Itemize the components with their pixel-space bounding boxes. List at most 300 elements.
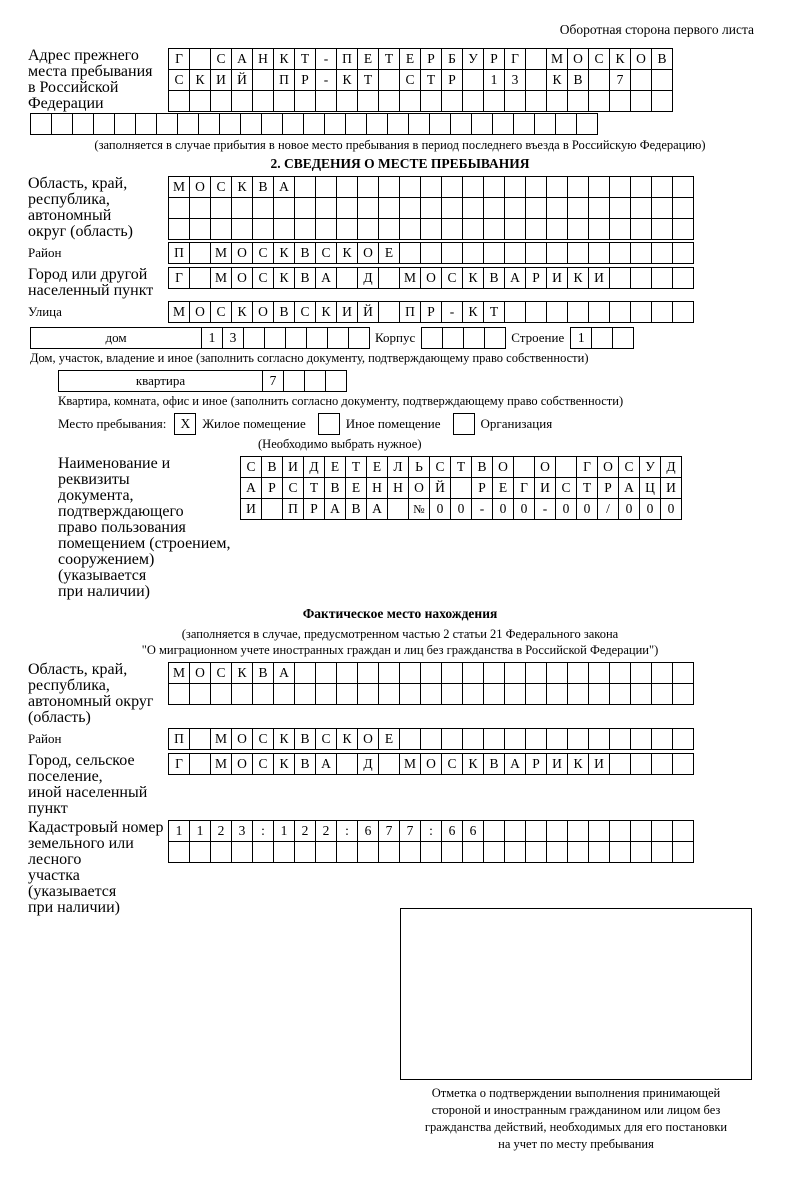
city-cell[interactable] [630,267,652,289]
actual-region-cell[interactable] [231,683,253,705]
region-cell[interactable] [546,176,568,198]
actual-district-cell[interactable]: К [273,728,295,750]
document-cell[interactable]: О [408,477,430,499]
region-cell[interactable] [378,218,400,240]
cadastral-cell[interactable] [294,841,316,863]
document-cell[interactable]: 0 [492,498,514,520]
cadastral-cell[interactable]: 1 [168,820,190,842]
district-cell[interactable] [609,242,631,264]
prev-address-cell[interactable] [513,113,535,135]
city-cell[interactable]: А [315,267,337,289]
prev-address-cell[interactable] [534,113,556,135]
prev-address-cell[interactable]: В [567,69,589,91]
actual-region-cell[interactable] [630,662,652,684]
cadastral-cell[interactable] [525,841,547,863]
prev-address-cell[interactable] [315,90,337,112]
document-cell[interactable]: О [492,456,514,478]
street-cell[interactable] [546,301,568,323]
cadastral-cell[interactable]: 2 [210,820,232,842]
prev-address-cell[interactable]: Г [168,48,190,70]
document-cell[interactable]: 0 [555,498,577,520]
actual-district-cell[interactable]: М [210,728,232,750]
korpus-cell[interactable] [463,327,485,349]
city-cell[interactable]: М [399,267,421,289]
document-cell[interactable] [450,477,472,499]
cadastral-cell[interactable] [273,841,295,863]
district-cell[interactable] [462,242,484,264]
actual-region-cell[interactable] [483,683,505,705]
city-cell[interactable]: К [273,267,295,289]
actual-district-cell[interactable] [651,728,673,750]
actual-city-cell[interactable] [651,753,673,775]
region-cell[interactable] [609,176,631,198]
street-cell[interactable] [588,301,610,323]
district-cell[interactable] [483,242,505,264]
cadastral-cell[interactable] [546,820,568,842]
document-cell[interactable]: Л [387,456,409,478]
prev-address-cell[interactable]: К [546,69,568,91]
cadastral-cell[interactable] [546,841,568,863]
actual-district-cell[interactable] [567,728,589,750]
district-cell[interactable] [504,242,526,264]
document-cell[interactable]: А [618,477,640,499]
document-cell[interactable]: Й [429,477,451,499]
prev-address-cell[interactable] [630,69,652,91]
city-cell[interactable]: О [420,267,442,289]
actual-region-cell[interactable] [441,683,463,705]
document-cell[interactable] [555,456,577,478]
actual-district-cell[interactable]: П [168,728,190,750]
district-cell[interactable] [525,242,547,264]
district-cell[interactable] [588,242,610,264]
document-cell[interactable]: - [534,498,556,520]
actual-city-cell[interactable]: И [588,753,610,775]
document-cell[interactable]: Н [366,477,388,499]
actual-district-cell[interactable] [609,728,631,750]
region-cell[interactable] [294,197,316,219]
city-cell[interactable]: В [483,267,505,289]
document-cell[interactable]: А [366,498,388,520]
district-cell[interactable] [420,242,442,264]
cadastral-cell[interactable] [378,841,400,863]
actual-region-cell[interactable]: О [189,662,211,684]
actual-region-cell[interactable] [420,683,442,705]
prev-address-cell[interactable] [525,48,547,70]
street-cell[interactable]: К [462,301,484,323]
region-cell[interactable] [630,218,652,240]
document-cell[interactable]: В [261,456,283,478]
prev-address-cell[interactable]: Е [399,48,421,70]
checkbox-zhiloe[interactable]: X [174,413,196,435]
actual-district-cell[interactable]: С [315,728,337,750]
region-cell[interactable] [609,197,631,219]
prev-address-cell[interactable] [525,69,547,91]
actual-city-cell[interactable]: С [441,753,463,775]
prev-address-cell[interactable] [219,113,241,135]
document-cell[interactable]: Д [303,456,325,478]
actual-city-cell[interactable] [630,753,652,775]
prev-address-cell[interactable]: Р [420,48,442,70]
actual-region-cell[interactable] [609,683,631,705]
city-cell[interactable] [189,267,211,289]
cadastral-cell[interactable]: 3 [231,820,253,842]
actual-region-cell[interactable] [336,662,358,684]
actual-region-cell[interactable] [315,662,337,684]
cadastral-cell[interactable] [441,841,463,863]
region-cell[interactable] [441,176,463,198]
cadastral-cell[interactable] [588,841,610,863]
region-cell[interactable] [399,197,421,219]
region-cell[interactable] [252,218,274,240]
region-cell[interactable] [672,197,694,219]
prev-address-cell[interactable]: Р [483,48,505,70]
prev-address-cell[interactable]: М [546,48,568,70]
actual-city-cell[interactable]: К [462,753,484,775]
actual-region-cell[interactable] [336,683,358,705]
street-cell[interactable]: В [273,301,295,323]
actual-region-cell[interactable] [651,683,673,705]
prev-address-cell[interactable] [168,90,190,112]
cadastral-cell[interactable] [504,841,526,863]
region-cell[interactable] [462,218,484,240]
actual-city-cell[interactable]: К [567,753,589,775]
actual-region-cell[interactable] [399,683,421,705]
actual-region-cell[interactable] [672,683,694,705]
region-cell[interactable] [189,197,211,219]
prev-address-cell[interactable] [483,90,505,112]
prev-address-cell[interactable] [609,90,631,112]
actual-region-cell[interactable] [210,683,232,705]
flat-cell[interactable] [283,370,305,392]
cadastral-cell[interactable]: 1 [273,820,295,842]
district-cell[interactable]: О [357,242,379,264]
prev-address-cell[interactable]: Е [357,48,379,70]
document-cell[interactable]: 0 [618,498,640,520]
region-cell[interactable] [525,218,547,240]
actual-region-cell[interactable] [168,683,190,705]
document-cell[interactable]: Е [492,477,514,499]
region-cell[interactable] [483,218,505,240]
document-cell[interactable]: Н [387,477,409,499]
previous-address-row-full[interactable] [30,113,772,135]
prev-address-cell[interactable]: С [168,69,190,91]
cadastral-cell[interactable]: : [252,820,274,842]
district-cell[interactable]: С [315,242,337,264]
district-cell[interactable] [546,242,568,264]
region-cell[interactable] [189,218,211,240]
city-cell[interactable]: М [210,267,232,289]
actual-region-cell[interactable]: А [273,662,295,684]
street-cell[interactable]: Й [357,301,379,323]
prev-address-cell[interactable]: П [273,69,295,91]
street-row[interactable] [168,301,693,323]
house-cell[interactable]: 3 [222,327,244,349]
actual-district-cell[interactable] [630,728,652,750]
actual-district-cell[interactable] [189,728,211,750]
cadastral-cell[interactable] [588,820,610,842]
actual-region-cell[interactable] [525,662,547,684]
street-cell[interactable] [630,301,652,323]
actual-region-cell[interactable] [420,662,442,684]
actual-city-cell[interactable]: О [231,753,253,775]
region-cell[interactable] [567,218,589,240]
actual-city-cell[interactable] [672,753,694,775]
prev-address-cell[interactable] [324,113,346,135]
prev-address-cell[interactable] [366,113,388,135]
stroenie-cell[interactable]: 1 [570,327,592,349]
cadastral-cell[interactable] [336,841,358,863]
prev-address-cell[interactable] [441,90,463,112]
street-cell[interactable]: П [399,301,421,323]
prev-address-cell[interactable] [399,90,421,112]
district-cell[interactable]: П [168,242,190,264]
actual-region-cell[interactable] [546,662,568,684]
street-cell[interactable]: Р [420,301,442,323]
actual-district-cell[interactable]: О [231,728,253,750]
cadastral-cell[interactable] [483,841,505,863]
actual-city-cell[interactable]: Р [525,753,547,775]
city-cell[interactable]: В [294,267,316,289]
prev-address-cell[interactable] [93,113,115,135]
region-cell[interactable] [252,197,274,219]
region-cell[interactable] [357,176,379,198]
document-cell[interactable]: Г [576,456,598,478]
cadastral-cell[interactable]: 6 [462,820,484,842]
document-cell[interactable]: Т [450,456,472,478]
prev-address-cell[interactable] [450,113,472,135]
actual-region-cell[interactable] [567,683,589,705]
cadastral-cell[interactable]: 2 [294,820,316,842]
cadastral-cell[interactable]: 6 [357,820,379,842]
region-cell[interactable] [651,197,673,219]
actual-region-cell[interactable] [651,662,673,684]
document-cell[interactable]: / [597,498,619,520]
district-cell[interactable]: К [273,242,295,264]
document-cell[interactable]: 0 [429,498,451,520]
prev-address-cell[interactable] [156,113,178,135]
cadastral-cell[interactable] [231,841,253,863]
region-cell[interactable] [483,176,505,198]
prev-address-cell[interactable]: С [210,48,232,70]
cadastral-cell[interactable] [672,820,694,842]
region-cell[interactable] [378,197,400,219]
city-cell[interactable]: И [588,267,610,289]
actual-district-cell[interactable]: Е [378,728,400,750]
cadastral-cell[interactable] [525,820,547,842]
prev-address-cell[interactable] [462,90,484,112]
prev-address-cell[interactable] [210,90,232,112]
region-cell[interactable] [210,197,232,219]
actual-region-row[interactable] [168,662,693,684]
checkbox-inoe[interactable] [318,413,340,435]
actual-region-cell[interactable] [378,683,400,705]
prev-address-cell[interactable]: Б [441,48,463,70]
prev-address-cell[interactable] [651,90,673,112]
region-cell[interactable] [630,176,652,198]
prev-address-cell[interactable]: У [462,48,484,70]
stamp-area[interactable] [400,908,752,1080]
actual-district-cell[interactable]: О [357,728,379,750]
house-cell[interactable]: 1 [201,327,223,349]
region-cell[interactable] [483,197,505,219]
house-cell[interactable] [285,327,307,349]
city-cell[interactable] [378,267,400,289]
cadastral-cell[interactable]: : [420,820,442,842]
prev-address-cell[interactable] [189,48,211,70]
region-cell[interactable] [588,176,610,198]
region-cell[interactable] [294,218,316,240]
prev-address-cell[interactable]: Р [441,69,463,91]
city-cell[interactable]: Г [168,267,190,289]
actual-city-row[interactable] [168,753,693,775]
prev-address-cell[interactable]: Г [504,48,526,70]
actual-region-cell[interactable]: С [210,662,232,684]
document-cell[interactable]: С [240,456,262,478]
actual-city-cell[interactable]: М [210,753,232,775]
prev-address-cell[interactable] [177,113,199,135]
city-cell[interactable]: С [252,267,274,289]
actual-district-cell[interactable] [525,728,547,750]
street-cell[interactable]: О [252,301,274,323]
actual-city-cell[interactable]: С [252,753,274,775]
prev-address-cell[interactable]: - [315,48,337,70]
actual-district-cell[interactable] [483,728,505,750]
street-cell[interactable]: С [210,301,232,323]
district-cell[interactable]: Е [378,242,400,264]
region-cell[interactable] [420,176,442,198]
city-cell[interactable]: К [462,267,484,289]
actual-city-cell[interactable]: К [273,753,295,775]
region-cell[interactable] [399,218,421,240]
actual-region-cell[interactable] [294,683,316,705]
cadastral-cell[interactable] [504,820,526,842]
prev-address-cell[interactable] [651,69,673,91]
city-cell[interactable] [609,267,631,289]
document-cell[interactable]: А [240,477,262,499]
cadastral-cell[interactable] [357,841,379,863]
prev-address-cell[interactable] [231,90,253,112]
region-cell[interactable]: О [189,176,211,198]
prev-address-cell[interactable] [114,113,136,135]
cadastral-cell[interactable] [609,820,631,842]
actual-region-cell[interactable] [357,662,379,684]
prev-address-cell[interactable] [576,113,598,135]
actual-region-cell[interactable] [525,683,547,705]
actual-region-cell[interactable] [630,683,652,705]
region-cell[interactable] [567,176,589,198]
actual-region-cell[interactable] [462,662,484,684]
stroenie-row[interactable] [570,327,633,349]
region-cell[interactable] [567,197,589,219]
actual-region-cell[interactable] [294,662,316,684]
actual-region-cell[interactable] [504,683,526,705]
region-cell[interactable] [546,197,568,219]
actual-district-cell[interactable] [672,728,694,750]
region-cell[interactable] [441,218,463,240]
document-row[interactable] [240,477,681,499]
district-cell[interactable]: М [210,242,232,264]
prev-address-cell[interactable]: А [231,48,253,70]
prev-address-cell[interactable]: 3 [504,69,526,91]
district-cell[interactable]: О [231,242,253,264]
stroenie-cell[interactable] [612,327,634,349]
region-cell[interactable] [462,176,484,198]
city-cell[interactable] [336,267,358,289]
cadastral-cell[interactable]: 2 [315,820,337,842]
house-cell[interactable] [327,327,349,349]
prev-address-cell[interactable] [492,113,514,135]
prev-address-cell[interactable] [357,90,379,112]
prev-address-cell[interactable]: Т [378,48,400,70]
document-cell[interactable]: Т [576,477,598,499]
actual-region-cell[interactable]: М [168,662,190,684]
city-row[interactable] [168,267,693,289]
district-cell[interactable] [630,242,652,264]
document-cell[interactable]: В [324,477,346,499]
actual-region-row[interactable] [168,683,693,705]
korpus-cell[interactable] [484,327,506,349]
flat-number-row[interactable] [262,370,346,392]
region-cell[interactable] [420,218,442,240]
actual-district-cell[interactable] [588,728,610,750]
prev-address-cell[interactable] [504,90,526,112]
cadastral-row[interactable] [168,820,693,842]
region-cell[interactable]: К [231,176,253,198]
document-cell[interactable]: С [282,477,304,499]
prev-address-cell[interactable] [429,113,451,135]
cadastral-cell[interactable] [399,841,421,863]
prev-address-cell[interactable] [198,113,220,135]
prev-address-cell[interactable]: 1 [483,69,505,91]
actual-region-cell[interactable] [588,662,610,684]
actual-region-cell[interactable] [483,662,505,684]
document-cell[interactable]: Р [261,477,283,499]
district-cell[interactable]: В [294,242,316,264]
korpus-cell[interactable] [421,327,443,349]
region-row[interactable] [168,176,693,198]
document-cell[interactable]: 0 [513,498,535,520]
actual-city-cell[interactable]: А [315,753,337,775]
region-cell[interactable] [315,176,337,198]
prev-address-cell[interactable] [555,113,577,135]
actual-region-cell[interactable] [609,662,631,684]
actual-region-cell[interactable] [546,683,568,705]
cadastral-cell[interactable] [672,841,694,863]
actual-region-cell[interactable] [315,683,337,705]
street-cell[interactable]: И [336,301,358,323]
cadastral-cell[interactable] [630,820,652,842]
document-cell[interactable]: С [429,456,451,478]
cadastral-cell[interactable] [630,841,652,863]
region-cell[interactable]: М [168,176,190,198]
street-cell[interactable]: С [294,301,316,323]
document-row[interactable] [240,498,681,520]
district-cell[interactable] [399,242,421,264]
actual-region-cell[interactable]: В [252,662,274,684]
actual-city-cell[interactable] [378,753,400,775]
document-cell[interactable]: А [324,498,346,520]
document-cell[interactable]: В [471,456,493,478]
region-cell[interactable]: В [252,176,274,198]
actual-city-cell[interactable]: Г [168,753,190,775]
region-row[interactable] [168,197,693,219]
region-cell[interactable] [462,197,484,219]
district-cell[interactable]: К [336,242,358,264]
region-cell[interactable]: А [273,176,295,198]
prev-address-cell[interactable] [588,69,610,91]
region-cell[interactable] [336,218,358,240]
korpus-cell[interactable] [442,327,464,349]
